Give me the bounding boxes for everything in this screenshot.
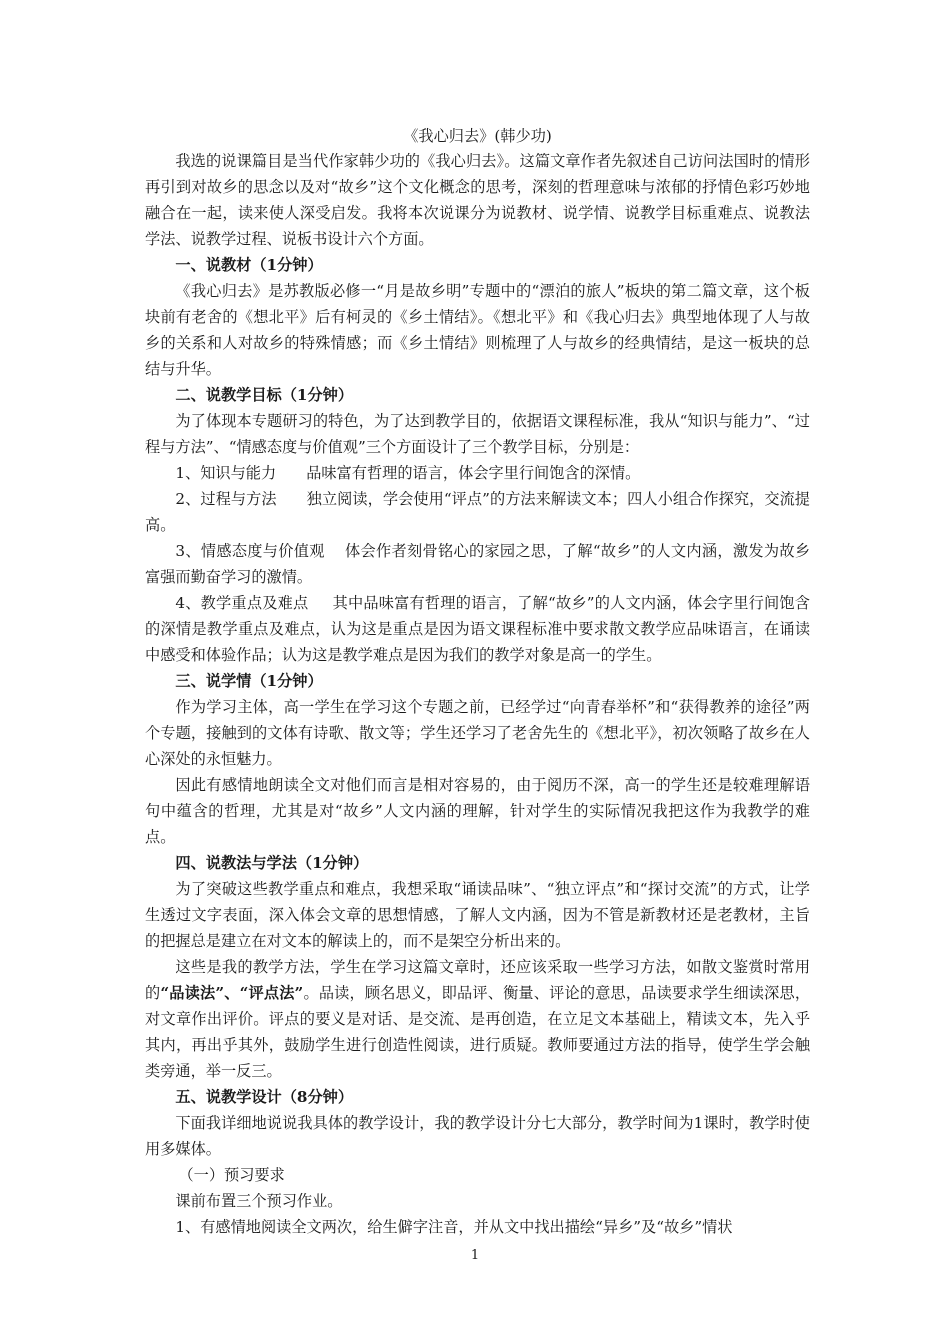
paragraph: 为了突破这些教学重点和难点，我想采取“诵读品味”、“独立评点”和“探讨交流”的方式，让学生透过文字表面，深入体会文章的思想情感，了解人文内涵，因为不管是新教材还是老教材，主旨的把握总是建立在对文本的解读上的，而不是架空分析出来的。 — [145, 880, 810, 950]
paragraph: 《我心归去》是苏教版必修一“月是故乡明”专题中的“漂泊的旅人”板块的第二篇文章，这个板块前有老舍的《想北平》后有柯灵的《乡土情结》。《想北平》和《我心归去》典型地体现了人与故乡的关系和人对故乡的特殊情感；而《乡土情结》则梳理了人与故乡的经典情结，是这一板块的总结与升华。 — [145, 282, 810, 378]
goal-label: 2、过程与方法 — [175, 490, 277, 508]
paragraph: 作为学习主体，高一学生在学习这个专题之前，已经学过“向青春举杯”和“获得教养的途径”两个专题，接触到的文体有诗歌、散文等；学生还学习了老舍先生的《想北平》，初次领略了故乡在人心深处的永恒魅力。 — [145, 698, 810, 768]
goal-text: 其中品味富有哲理的语言，了解“故乡”的人文内涵，体会字里行间饱含的深情是教学重点及难点，认为这是重点是因为语文课程标准中要求散文教学应品味语言，在诵读中感受和体验作品；认为这是教学难点是因为我们的教学对象是高一的学生。 — [145, 594, 810, 664]
paragraph — [145, 954, 810, 1084]
paragraph: 因此有感情地朗读全文对他们而言是相对容易的，由于阅历不深，高一的学生还是较难理解语句中蕴含的哲理，尤其是对“故乡”人文内涵的理解，针对学生的实际情况我把这作为我教学的难点。 — [145, 776, 810, 846]
goal-item — [145, 538, 810, 590]
goal-label: 1、知识与能力 — [175, 464, 277, 482]
subheading: （一）预习要求 — [178, 1166, 285, 1184]
paragraph: 下面我详细地说说我具体的教学设计，我的教学设计分七大部分，教学时间为1课时，教学时使用多媒体。 — [145, 1114, 810, 1158]
section-heading-design: 五、说教学设计（8分钟） — [175, 1088, 354, 1106]
text-run: 。品读，顾名思义，即品评、衡量、评论的意思，品读要求学生细读深思，对文章作出评价。评点的要义是对话、是交流、是再创造，在立足文本基础上，精读文本，先入乎其内，再出乎其外，鼓励学生进行创造性阅读，进行质疑。教师要通过方法的指导，使学生学会触类旁通，举一反三。 — [145, 984, 811, 1080]
paragraph: 为了体现本专题研习的特色，为了达到教学目的，依据语文课程标准，我从“知识与能力”、“过程与方法”、“情感态度与价值观”三个方面设计了三个教学目标，分别是： — [145, 412, 810, 456]
text-run: 这些是我的教学方法，学生在学习这篇文章时，还应该采取一些学习方法，如散文鉴赏时常用的 — [145, 958, 810, 1002]
intro-paragraph: 我选的说课篇目是当代作家韩少功的《我心归去》。这篇文章作者先叙述自己访问法国时的情形再引到对故乡的思念以及对“故乡”这个文化概念的思考，深刻的哲理意味与浓郁的抒情色彩巧妙地融合在一起，读来使人深受启发。我将本次说课分为说教材、说学情、说教学目标重难点、说教法学法、说教学过程、说板书设计六个方面。 — [145, 152, 810, 248]
paragraph: 课前布置三个预习作业。 — [175, 1192, 343, 1210]
goal-item — [145, 486, 810, 538]
bold-text: “品读法”、“评点法” — [160, 984, 304, 1002]
goal-text: 品味富有哲理的语言，体会字里行间饱含的深情。 — [306, 464, 641, 482]
goal-text: 体会作者刻骨铭心的家园之思，了解“故乡”的人文内涵，激发为故乡富强而勤奋学习的激情。 — [145, 542, 811, 586]
section-heading-methods: 四、说教法与学法（1分钟） — [175, 854, 369, 872]
page-title: 《我心归去》(韩少功) — [403, 127, 552, 145]
document-body — [145, 124, 810, 1240]
page-number: 1 — [470, 1248, 480, 1263]
paragraph: 1、有感情地阅读全文两次，给生僻字注音，并从文中找出描绘“异乡”及“故乡”情状 — [175, 1218, 733, 1236]
goal-label: 4、教学重点及难点 — [175, 594, 309, 612]
section-heading-goals: 二、说教学目标（1分钟） — [175, 386, 354, 404]
goal-item — [145, 460, 810, 486]
section-heading-students: 三、说学情（1分钟） — [175, 672, 323, 690]
goal-label: 3、情感态度与价值观 — [175, 542, 325, 560]
section-heading-textbook: 一、说教材（1分钟） — [175, 256, 323, 274]
goal-item — [145, 590, 810, 668]
goal-text: 独立阅读，学会使用“评点”的方法来解读文本；四人小组合作探究，交流提高。 — [145, 490, 810, 534]
